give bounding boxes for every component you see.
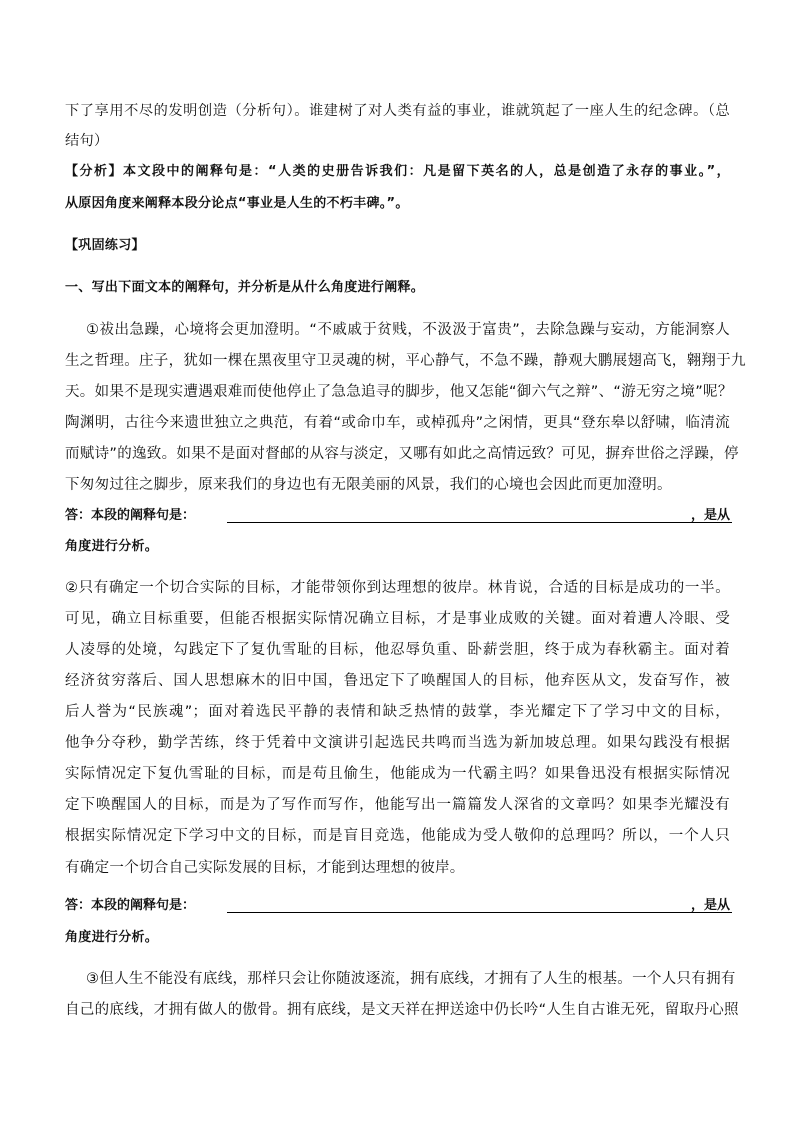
- passage1-line-5: 而赋诗”的逸致。如果不是面对督邮的从容与淡定，又哪有如此之高情远致？可见，摒弃世俗之浮躁，停: [65, 446, 739, 462]
- answer2-line-2: 角度进行分析。: [65, 930, 159, 945]
- answer1-blank[interactable]: [227, 522, 732, 523]
- answer1-suffix: ，是从: [690, 508, 730, 523]
- passage2-line-4: 经济贫穷落后、国人思想麻木的旧中国，鲁迅定下了唤醒国人的目标，他弃医从文，发奋写作，被: [65, 673, 730, 689]
- passage2-line-6: 他争分夺秒，勤学苦练，终于凭着中文演讲引起选民共鸣而当选为新加坡总理。如果勾践没有根据: [65, 735, 730, 751]
- passage3-line-1: ③但人生不能没有底线，那样只会让你随波逐流，拥有底线，才拥有了人生的根基。一个人只有拥有: [86, 971, 736, 987]
- passage2-line-8: 定下唤醒国人的目标，而是为了写作而写作，他能写出一篇篇发人深省的文章吗？如果李光耀没有: [65, 797, 730, 813]
- question-heading: 一、写出下面文本的阐释句，并分析是从什么角度进行阐释。: [65, 280, 425, 295]
- answer2-suffix: ，是从: [690, 898, 730, 913]
- answer2-row: [65, 896, 730, 916]
- passage2-line-2: 可见，确立目标重要，但能否根据实际情况确立目标，才是事业成败的关键。面对着遭人冷眼、受: [65, 611, 730, 627]
- answer2-blank[interactable]: [227, 912, 732, 913]
- intro-line-1: 下了享用不尽的发明创造（分析句）。谁建树了对人类有益的事业，谁就筑起了一座人生的纪念碑。（总: [65, 103, 730, 119]
- passage1-line-6: 下匆匆过往之脚步，原来我们的身边也有无限美丽的风景，我们的心境也会因此而更加澄明。: [65, 477, 672, 493]
- passage2-line-9: 根据实际情况定下学习中文的目标，而是盲目竞选，他能成为受人敬仰的总理吗？所以，一个人只: [65, 828, 730, 844]
- analysis-line-2: 从原因角度来阐释本段分论点“事业是人生的不朽丰碑。”。: [65, 196, 409, 211]
- passage1-line-4: 陶渊明，古往今来遗世独立之典范，有着“或命巾车，或棹孤舟”之闲情，更具“登东皋以舒啸，临清流: [65, 415, 730, 431]
- passage3-line-2: 自己的底线，才拥有做人的傲骨。拥有底线，是文天祥在押送途中仍长吟“人生自古谁无死，留取丹心照: [65, 1002, 739, 1018]
- answer1-line-2: 角度进行分析。: [65, 539, 159, 554]
- passage1-line-1: ①祓出急躁，心境将会更加澄明。“不戚戚于贫贱，不汲汲于富贵”，去除急躁与妄动，方能洞察人: [86, 322, 730, 338]
- passage2-line-7: 实际情况定下复仇雪耻的目标，而是苟且偷生，他能成为一代霸主吗？如果鲁迅没有根据实际情况: [65, 766, 730, 782]
- intro-line-2: 结句）: [65, 133, 109, 149]
- answer2-prefix: 答：本段的阐释句是：: [65, 898, 196, 913]
- passage2-line-1: ②只有确定一个切合实际的目标，才能带领你到达理想的彼岸。林肯说，合适的目标是成功的一半。: [65, 580, 730, 596]
- passage2-line-3: 人凌辱的处境，勾践定下了复仇雪耻的目标，他忍辱负重、卧薪尝胆，终于成为春秋霸主。面对着: [65, 642, 730, 658]
- answer1-row: [65, 506, 730, 526]
- analysis-line-1: 【分析】本文段中的阐释句是：“人类的史册告诉我们：凡是留下英名的人，总是创造了永存的事业。”，: [65, 164, 730, 179]
- passage1-line-3: 天。如果不是现实遭遇艰难而使他停止了急急追寻的脚步，他又怎能“御六气之辩”、“游无穷之境”呢？: [65, 384, 733, 400]
- passage1-line-2: 生之哲理。庄子，犹如一棵在黑夜里守卫灵魂的树，平心静气，不急不躁，静观大鹏展翅高飞，翱翔于九: [65, 353, 746, 369]
- passage2-line-10: 有确定一个切合自己实际发展的目标，才能到达理想的彼岸。: [65, 860, 465, 876]
- passage2-line-5: 后人誉为“民族魂”；面对着选民平静的表情和缺乏热情的鼓掌，李光耀定下了学习中文的目标，: [65, 704, 730, 720]
- answer1-prefix: 答：本段的阐释句是：: [65, 508, 196, 523]
- section-title: 【巩固练习】: [65, 238, 145, 253]
